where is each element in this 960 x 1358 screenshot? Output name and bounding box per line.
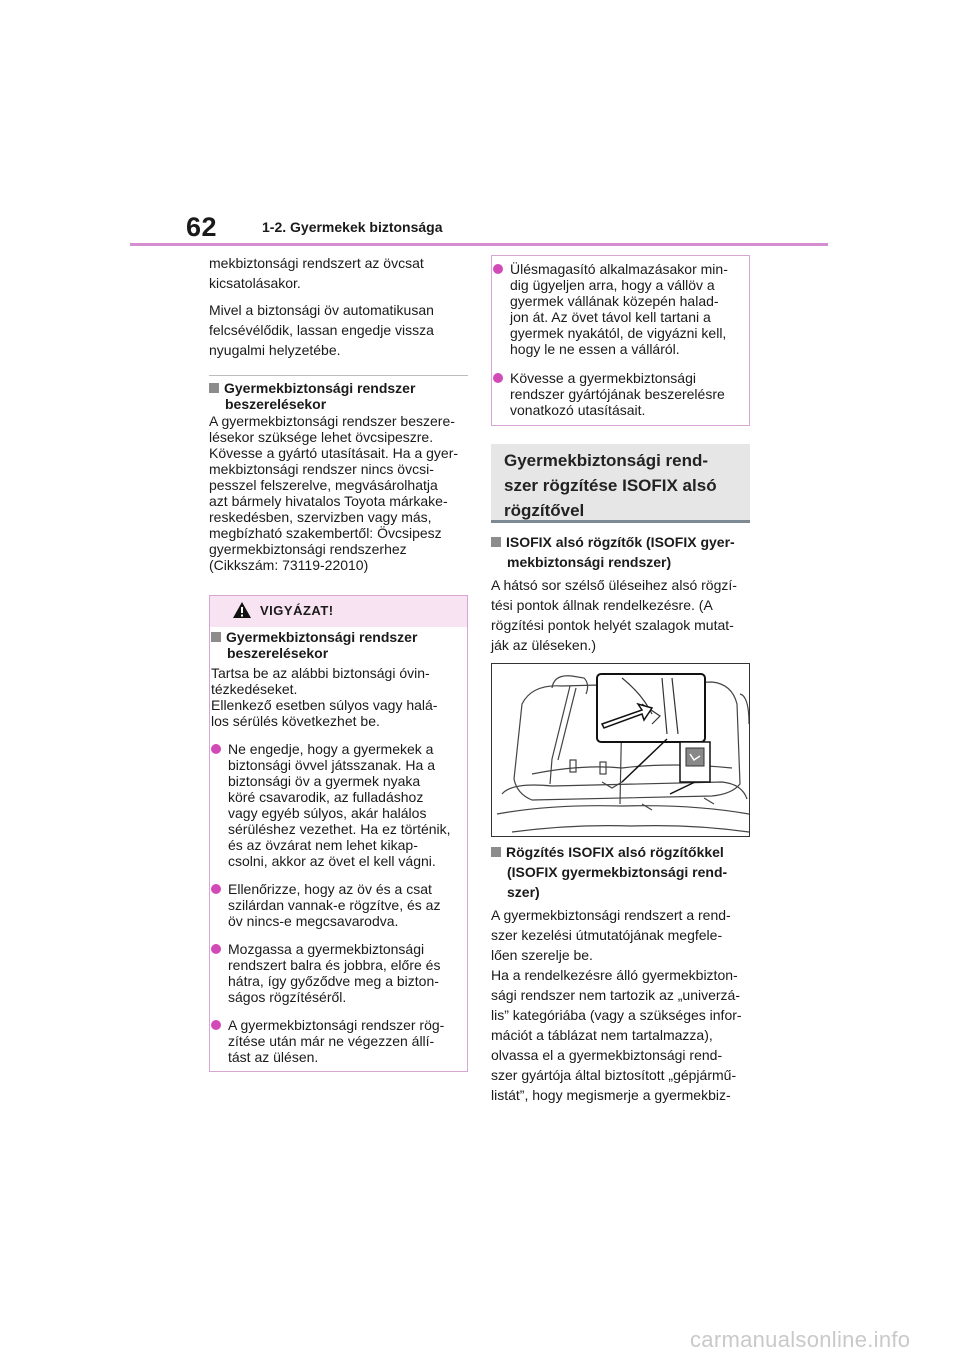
warning-content [211,629,463,1065]
heading-line: ISOFIX alsó rögzítők (ISOFIX gyer- [506,534,735,550]
text-line: gyermek vállának közepén halad- [510,293,719,309]
text-line: biztonsági öv a gyermek nyaka [228,773,421,789]
text-line: gyermek nyakától, de vigyázni kell, [510,325,727,341]
warning-bullet [211,941,463,1005]
install-heading [209,380,471,412]
text-line: zítése után már ne végezzen állí- [228,1033,435,1049]
text-line: Tartsa be az alábbi biztonsági óvin- [211,665,430,681]
warning-title: VIGYÁZAT! [260,603,334,618]
isofix-heading [491,532,753,572]
text-line: dig ügyeljen arra, hogy a vállöv a [510,277,715,293]
text-line: gyermekbiztonsági rendszerhez [209,541,407,557]
text-line: kicsatolásakor. [209,275,301,291]
text-line: biztonsági övvel játsszanak. Ha a [228,757,435,773]
text-line: Kövesse a gyermekbiztonsági [510,370,696,386]
rear-seat-drawing [492,664,749,836]
text-line: mációt a táblázat nem tartalmazza), [491,1027,713,1043]
text-line: és az övzárat nem lehet kikap- [228,837,418,853]
info-box [491,255,750,426]
text-line: jon át. Az övet távol kell tartani a [510,309,711,325]
heading-line: szer) [507,884,540,900]
text-line: csolni, akkor az övet el kell vágni. [228,853,436,869]
watermark: carmanualsonline.info [690,1327,911,1352]
text-line: köré csavarodik, az fulladáshoz [228,789,424,805]
pink-dot-icon [493,264,503,274]
text-line: Ülésmagasító alkalmazásakor min- [510,261,728,277]
text-line: (Cikkszám: 73119-22010) [209,557,369,573]
isofix-text [491,575,753,655]
text-line: Ne engedje, hogy a gyermekek a [228,741,434,757]
text-line: A gyermekbiztonsági rendszer beszere- [209,413,455,429]
heading-line: (ISOFIX gyermekbiztonsági rend- [507,864,728,880]
divider [209,375,468,376]
text-line: vagy egyéb súlyos, akár halálos [228,805,427,821]
text-line: ságos rögzítéséről. [228,989,347,1005]
text-line: öv nincs-e megcsavarodva. [228,913,399,929]
text-line: hátra, így győződve meg a bizton- [228,973,439,989]
info-bullet [493,261,745,357]
pink-dot-icon [493,373,503,383]
retract-paragraph [209,300,471,360]
text-line: los sérülés következhet be. [211,713,380,729]
pink-dot-icon [211,744,221,754]
text-line: tást az ülésen. [228,1049,319,1065]
warning-triangle-icon [232,601,252,619]
install-text [209,413,471,573]
text-line: A gyermekbiztonsági rendszer rög- [228,1017,445,1033]
heading-line: Rögzítés ISOFIX alsó rögzítőkkel [506,844,724,860]
text-line: szer gyártója által biztosított „gépjármű- [491,1067,737,1083]
text-line: mekbiztonsági rendszer nincs övcsi- [209,461,434,477]
text-line: felcsévélődik, lassan engedje vissza [209,322,434,338]
text-line: reskedésben, szervizben vagy más, [209,509,432,525]
square-bullet-icon [209,383,219,393]
section-heading-block [491,444,750,523]
warning-header [210,596,467,627]
text-line: A hátsó sor szélső üléseihez alsó rögzí- [491,577,737,593]
text-line: nyugalmi helyzetébe. [209,342,341,358]
intro-paragraph [209,253,471,293]
page-number: 62 [186,212,218,242]
text-line: tési pontok állnak rendelkezésre. (A [491,597,713,613]
fix-text [491,905,753,1105]
text-line: olvassa el a gyermekbiztonsági rend- [491,1047,723,1063]
text-line: Kövesse a gyártó utasításait. Ha a gyer- [209,445,459,461]
heading-line: Gyermekbiztonsági rendszer [226,629,418,645]
text-line: A gyermekbiztonsági rendszert a rend- [491,907,731,923]
warning-bullet [211,1017,463,1065]
text-line: rendszer gyártójának beszerelésre [510,386,725,402]
text-line: megbízható szakembertől: Övcsipesz [209,525,442,541]
info-bullet [493,370,745,418]
text-line: hogy le ne essen a válláról. [510,341,680,357]
text-line: mekbiztonsági rendszert az övcsat [209,255,424,271]
heading-line: mekbiztonsági rendszer) [507,554,672,570]
text-line: szilárdan vannak-e rögzítve, és az [228,897,441,913]
square-bullet-icon [211,632,221,642]
text-line: szer kezelési útmutatójának megfele- [491,927,723,943]
fix-heading [491,842,753,902]
section-heading [504,448,717,523]
text-line: lis” kategóriába (vagy a szükséges infor- [491,1007,742,1023]
warning-box [209,595,468,1072]
text-line: sérüléshez vezethet. Ha ez történik, [228,821,451,837]
text-line: sági rendszer nem tartozik az „univerzá- [491,987,740,1003]
text-line: Mivel a biztonsági öv automatikusan [209,302,434,318]
heading-line: Gyermekbiztonsági rendszer [224,380,416,396]
text-line: lően szerelje be. [491,947,593,963]
text-line: listát”, hogy megismerje a gyermekbiz- [491,1087,731,1103]
text-line: lésekor szüksége lehet övcsipeszre. [209,429,434,445]
text-line: pesszel felszerelve, megvásárolhatja [209,477,438,493]
pink-dot-icon [211,944,221,954]
warning-bullet [211,741,463,869]
text-line: rögzítési pontok helyét szalagok mutat- [491,617,734,633]
heading-line: szer rögzítése ISOFIX alsó [504,476,717,495]
text-line: rendszert balra és jobbra, előre és [228,957,441,973]
text-line: Ellenőrizze, hogy az öv és a csat [228,881,432,897]
text-line: tézkedéseket. [211,681,298,697]
heading-line: beszerelésekor [225,396,327,412]
pink-dot-icon [211,1020,221,1030]
text-line: Ha a rendelkezésre álló gyermekbizton- [491,967,738,983]
square-bullet-icon [491,847,501,857]
header-rule [130,243,828,246]
text-line: azt bármely hivatalos Toyota márkake- [209,493,448,509]
heading-line: Gyermekbiztonsági rend- [504,451,709,470]
text-line: Mozgassa a gyermekbiztonsági [228,941,425,957]
heading-line: rögzítővel [504,501,585,520]
square-bullet-icon [491,537,501,547]
pink-dot-icon [211,884,221,894]
isofix-seat-illustration [491,663,750,837]
text-line: Ellenkező esetben súlyos vagy halá- [211,697,438,713]
text-line: ják az üléseken.) [491,637,597,653]
heading-line: beszerelésekor [227,645,329,661]
section-title: 1-2. Gyermekek biztonsága [262,219,443,235]
text-line: vonatkozó utasításait. [510,402,646,418]
warning-bullet [211,881,463,929]
